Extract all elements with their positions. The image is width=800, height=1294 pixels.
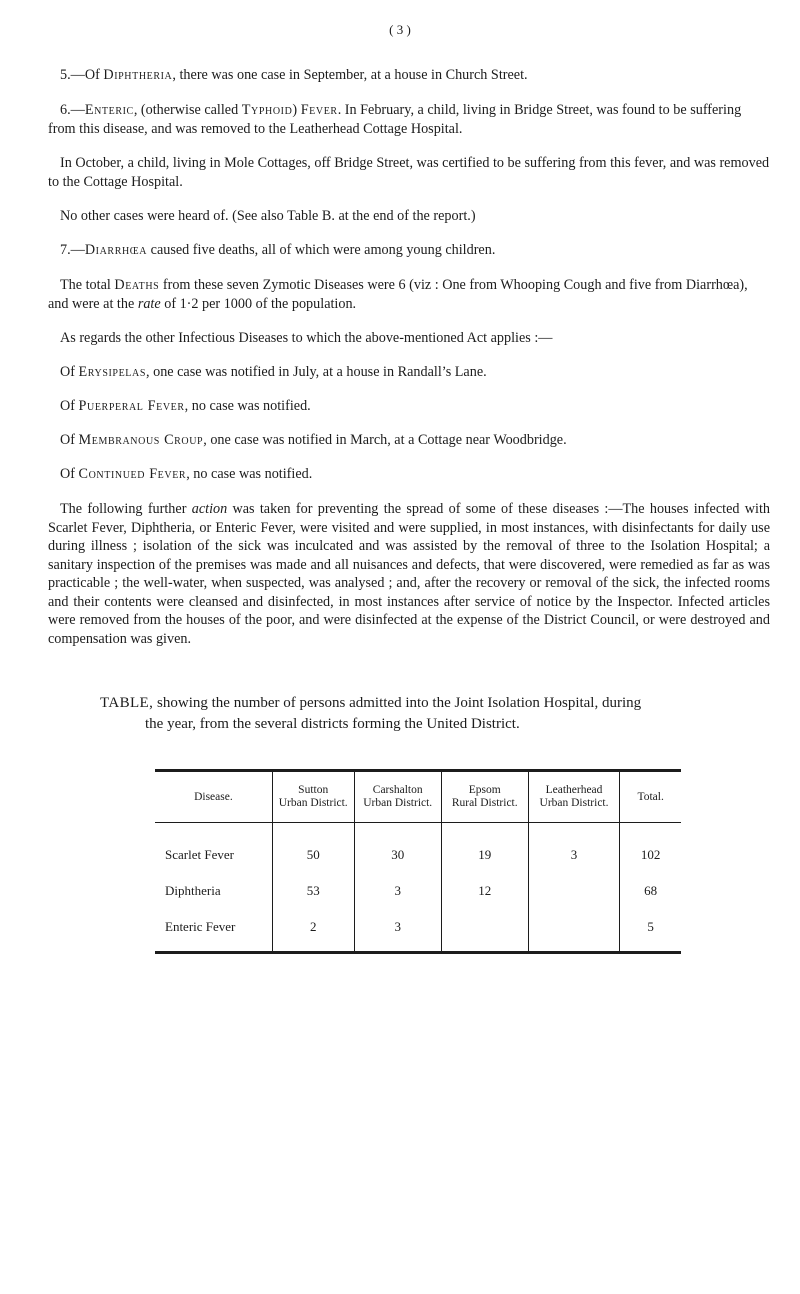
header-epsom: [441, 771, 528, 823]
cell-carshalton: 3: [354, 909, 441, 953]
section-text: Of: [60, 466, 79, 482]
cell-total: 68: [620, 873, 681, 909]
section-heading: Membranous Croup: [78, 432, 204, 448]
paragraph-puerperal-fever: [48, 397, 770, 416]
section-text: Of: [60, 432, 79, 448]
section-heading: Enteric: [84, 102, 134, 118]
section-number: 7.—: [60, 242, 85, 258]
section-heading: Diphtheria: [103, 67, 173, 83]
cell-carshalton: 30: [354, 823, 441, 874]
cell-leatherhead: [528, 909, 620, 953]
paragraph-membranous-croup: [48, 431, 770, 450]
section-heading: Diarrhœa: [84, 242, 148, 258]
paragraph-diphtheria: [48, 66, 770, 85]
paragraph-continued-fever: [48, 465, 770, 484]
section-text: , there was one case in September, at a house in Church Street.: [172, 67, 528, 83]
section-heading: Continued Fever: [78, 466, 187, 482]
header-label: Urban District.: [278, 797, 348, 809]
section-text: , no case was notified.: [184, 398, 311, 414]
paragraph-other-diseases: As regards the other Infectious Diseases to which the above-mentioned Act applies :—: [60, 330, 553, 346]
paragraph-no-other-cases: No other cases were heard of. (See also Table B. at the end of the report.): [60, 208, 476, 224]
header-label: Rural District.: [451, 797, 518, 809]
table-row: [155, 873, 681, 909]
header-carshalton: [354, 771, 441, 823]
cell-epsom: 19: [441, 823, 528, 874]
header-label: Total.: [637, 790, 664, 803]
section-text: . In February, a child, living in Bridge Street, was found to be suffering from this disease, and was removed to the Leatherhead Cottage Hospital.: [48, 102, 742, 137]
paragraph-enteric-october: In October, a child, living in Mole Cottages, off Bridge Street, was certified to be suffering from this fever, and was removed to the Cottage Hospital.: [48, 155, 770, 190]
section-text: Of: [60, 398, 79, 414]
section-heading: Fever: [300, 102, 338, 118]
table-title-word: TABLE,: [100, 695, 154, 711]
cell-epsom: 12: [441, 873, 528, 909]
header-label: Carshalton: [372, 784, 423, 796]
section-text: Of: [60, 364, 79, 380]
header-leatherhead: [528, 771, 620, 823]
header-total: [620, 771, 681, 823]
header-label: Disease.: [194, 790, 233, 803]
header-sutton: [272, 771, 354, 823]
rate-emphasis: rate: [137, 295, 161, 312]
cell-leatherhead: 3: [528, 823, 620, 874]
section-text: , no case was notified.: [186, 466, 313, 482]
cell-total: 102: [620, 823, 681, 874]
header-label: Urban District.: [363, 797, 433, 809]
table-title: [100, 693, 720, 735]
admissions-table: [155, 769, 681, 954]
header-label: Epsom: [468, 784, 501, 796]
table-header-row: [155, 771, 681, 823]
action-emphasis: action: [191, 501, 228, 517]
section-text: from these seven Zymotic Diseases were 6 (viz : One from Whooping Cough and five from Diarrhœa), and were at the: [48, 277, 748, 312]
section-text: , one case was notified in March, at a Cottage near Woodbridge.: [203, 432, 567, 448]
cell-disease: Enteric Fever: [155, 909, 272, 953]
section-number: 6.—: [60, 102, 85, 118]
section-text: The following further: [60, 501, 192, 517]
table-title-line1: showing the number of persons admitted into the Joint Isolation Hospital, during: [153, 695, 642, 711]
section-heading: Erysipelas: [78, 364, 146, 380]
section-heading: Deaths: [114, 277, 160, 293]
closing-paren: ): [292, 102, 301, 118]
cell-disease: Scarlet Fever: [165, 847, 234, 862]
cell-carshalton: 3: [354, 873, 441, 909]
page-number: ( 3 ): [389, 22, 411, 37]
cell-total: 5: [620, 909, 681, 953]
cell-leatherhead: [528, 873, 620, 909]
header-label: Urban District.: [539, 797, 609, 809]
cell-epsom: [441, 909, 528, 953]
section-heading: Puerperal Fever: [78, 398, 185, 414]
section-text: was taken for preventing the spread of some of these diseases :—The houses infected with Scarlet Fever, Diphtheria, or Enteric Fever, were visited and were supplied, in most instances, with disinfectants for daily use during illness ; isolation of the sick was inculcated and was assisted by the removal of three to the Isolation Hospital; a sanitary inspection of the premises was made and all nuisances and defects, that were discovered, were remedied as far as was practicable ; the well-water, when suspected, was analysed ; and, after the recovery or removal of the sick, the infected rooms and their contents were cleansed and disinfected, in most instances after service of notice by the Inspector. Infected articles were removed from the houses of the poor, and were disinfected at the expense of the District Council, or were destroyed and compensation was given.: [48, 501, 770, 647]
paragraph-total-deaths: [48, 276, 770, 313]
section-text: , one case was notified in July, at a house in Randall’s Lane.: [146, 364, 487, 380]
section-heading: Typhoid: [241, 102, 293, 118]
header-label: Sutton: [298, 784, 329, 796]
cell-disease: Diphtheria: [165, 883, 221, 898]
paragraph-erysipelas: [48, 363, 770, 382]
table-title-line2: the year, from the several districts forming the United District.: [145, 716, 520, 732]
table-row: [155, 909, 681, 953]
section-text: caused five deaths, all of which were among young children.: [147, 242, 496, 258]
cell-sutton: 53: [272, 873, 354, 909]
section-text: The total: [60, 277, 115, 293]
paragraph-diarrhoea: [48, 241, 770, 260]
cell-sutton: 2: [272, 909, 354, 953]
section-number: 5.—Of: [60, 67, 104, 83]
paragraph-enteric: [48, 101, 770, 138]
section-text: , (otherwise called: [133, 102, 242, 118]
table-row: [155, 823, 681, 874]
paragraph-preventive-action: [48, 500, 770, 648]
section-text: of 1·2 per 1000 of the population.: [160, 295, 357, 312]
header-label: Leatherhead: [545, 784, 603, 796]
header-disease: [155, 771, 272, 823]
cell-sutton: 50: [272, 823, 354, 874]
